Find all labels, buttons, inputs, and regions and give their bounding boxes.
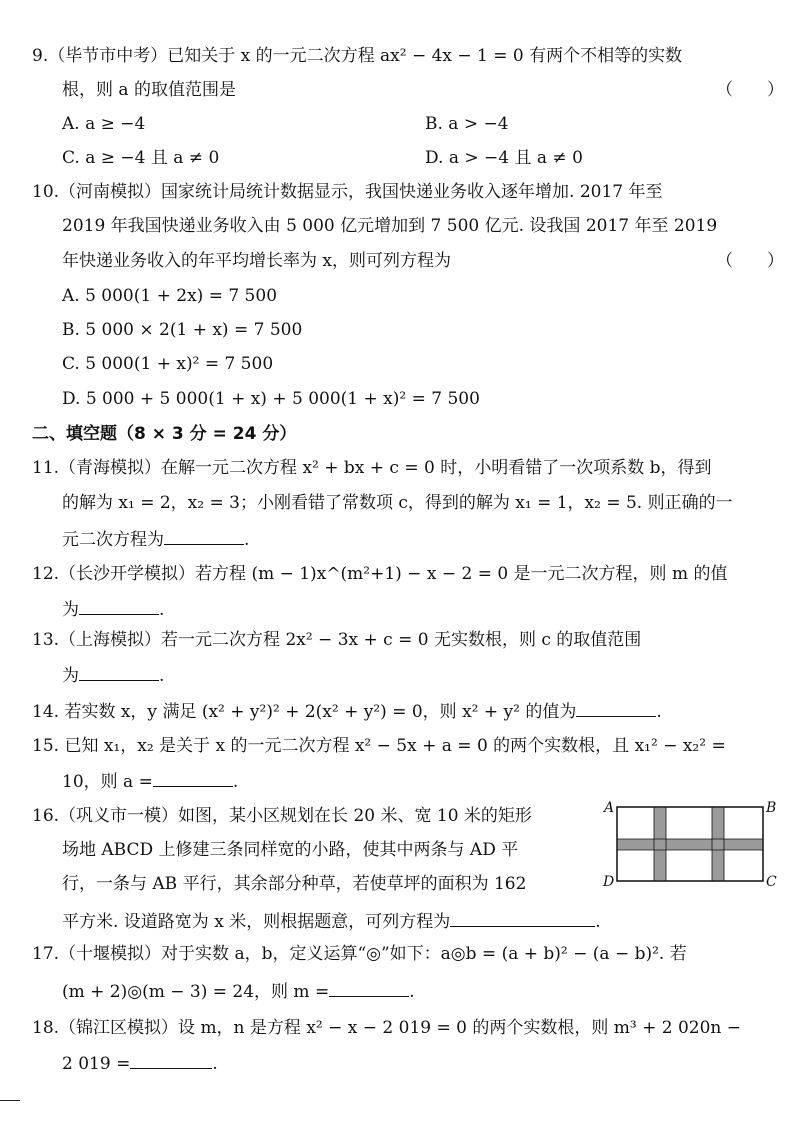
q18-line2: 2 019 =: [62, 1054, 131, 1074]
q9-option-c: C. a ≥ −4 且 a ≠ 0: [62, 148, 220, 168]
q11-line1: 11.（青海模拟）在解一元二次方程 x² + bx + c = 0 时，小明看错了一次项系数 b，得到: [32, 458, 712, 478]
q17-answer-blank[interactable]: [329, 978, 409, 997]
q10-option-c: C. 5 000(1 + x)² = 7 500: [62, 354, 274, 374]
q10-line2: 2019 年我国快递业务收入由 5 000 亿元增加到 7 500 亿元. 设我国 2017 年至 2019: [62, 216, 718, 236]
q9-line2: 根，则 a 的取值范围是: [62, 80, 236, 100]
q9-line1: 9.（毕节市中考）已知关于 x 的一元二次方程 ax² − 4x − 1 = 0 有两个不相等的实数: [32, 46, 683, 66]
q11-answer-blank[interactable]: [164, 526, 244, 545]
q10-line1: 10.（河南模拟）国家统计局统计数据显示，我国快递业务收入逐年增加. 2017 年至: [32, 182, 663, 202]
q12-line2-wrap: [62, 596, 164, 622]
figure-label-c: C: [766, 874, 777, 890]
q15-period: .: [232, 772, 239, 792]
figure-label-a: A: [604, 800, 615, 816]
q10-option-b: B. 5 000 × 2(1 + x) = 7 500: [62, 320, 303, 340]
q18-answer-blank[interactable]: [130, 1050, 212, 1069]
section-fill-in-heading: 二、填空题（8 × 3 分 = 24 分）: [32, 424, 297, 444]
q14-period: .: [656, 702, 662, 722]
horizontal-path: [617, 839, 763, 850]
page-edge-rule: [0, 1100, 20, 1101]
q10-answer-bracket: （ ）: [716, 251, 784, 271]
q16-line1: 16.（巩义市一模）如图，某小区规划在长 20 米、宽 10 米的矩形: [32, 806, 532, 826]
q15-answer-blank[interactable]: [153, 768, 233, 787]
q16-answer-blank[interactable]: [450, 908, 595, 927]
q13-line2-wrap: [62, 662, 164, 688]
q14-answer-blank[interactable]: [576, 698, 656, 717]
q15-line1: 15. 已知 x₁，x₂ 是关于 x 的一元二次方程 x² − 5x + a = 0 的两个实数根，且 x₁² − x₂² =: [32, 736, 726, 756]
q11-period: .: [244, 530, 250, 550]
q17-line1: 17.（十堰模拟）对于实数 a，b，定义运算“◎”如下：a◎b = (a + b)² − (a − b)². 若: [32, 944, 687, 964]
q10-option-d: D. 5 000 + 5 000(1 + x) + 5 000(1 + x)² = 7 500: [62, 389, 480, 409]
q18-period: .: [212, 1054, 218, 1074]
q10-line3: 年快递业务收入的年平均增长率为 x，则可列方程为: [62, 251, 451, 271]
q13-answer-blank[interactable]: [79, 662, 159, 681]
q17-period: .: [409, 982, 415, 1002]
q14-line1-wrap: [32, 698, 662, 724]
q11-line3: 元二次方程为: [62, 530, 164, 550]
figure-label-b: B: [766, 800, 777, 816]
q18-line1: 18.（锦江区模拟）设 m，n 是方程 x² − x − 2 019 = 0 的两个实数根，则 m³ + 2 020n −: [32, 1018, 742, 1038]
q11-line2: 的解为 x₁ = 2，x₂ = 3；小刚看错了常数项 c，得到的解为 x₁ = 1，x₂ = 5. 则正确的一: [62, 493, 733, 513]
q16-period: .: [595, 912, 601, 932]
q12-period: .: [159, 600, 165, 620]
q17-line2-wrap: [62, 978, 415, 1004]
q12-answer-blank[interactable]: [79, 596, 159, 615]
q15-line2-wrap: [62, 768, 238, 794]
q16-line3: 行，一条与 AB 平行，其余部分种草，若使草坪的面积为 162: [62, 874, 527, 894]
figure-label-d: D: [603, 874, 615, 890]
q11-line3-wrap: [62, 526, 249, 552]
q16-line4: 平方米. 设道路宽为 x 米，则根据题意，可列方程为: [62, 912, 451, 932]
q12-line2: 为: [62, 600, 79, 620]
rectangle-field-figure: [616, 806, 764, 882]
q13-line1: 13.（上海模拟）若一元二次方程 2x² − 3x + c = 0 无实数根，则 c 的取值范围: [32, 630, 642, 650]
q9-option-d: D. a > −4 且 a ≠ 0: [425, 148, 583, 168]
q17-line2: (m + 2)◎(m − 3) = 24，则 m =: [62, 982, 330, 1002]
q12-line1: 12.（长沙开学模拟）若方程 (m − 1)x^(m²+1) − x − 2 = 0 是一元二次方程，则 m 的值: [32, 564, 728, 584]
q9-answer-bracket: （ ）: [716, 80, 784, 100]
q16-line4-wrap: [62, 908, 601, 934]
q10-option-a: A. 5 000(1 + 2x) = 7 500: [62, 286, 278, 306]
q16-line2: 场地 ABCD 上修建三条同样宽的小路，使其中两条与 AD 平: [62, 840, 519, 860]
q14-line1: 14. 若实数 x，y 满足 (x² + y²)² + 2(x² + y²) = 0，则 x² + y² 的值为: [32, 702, 577, 722]
q9-option-a: A. a ≥ −4: [62, 114, 146, 134]
q15-line2: 10，则 a =: [62, 772, 153, 792]
q18-line2-wrap: [62, 1050, 218, 1076]
q13-line2: 为: [62, 666, 79, 686]
q9-option-b: B. a > −4: [425, 114, 509, 134]
q13-period: .: [159, 666, 165, 686]
